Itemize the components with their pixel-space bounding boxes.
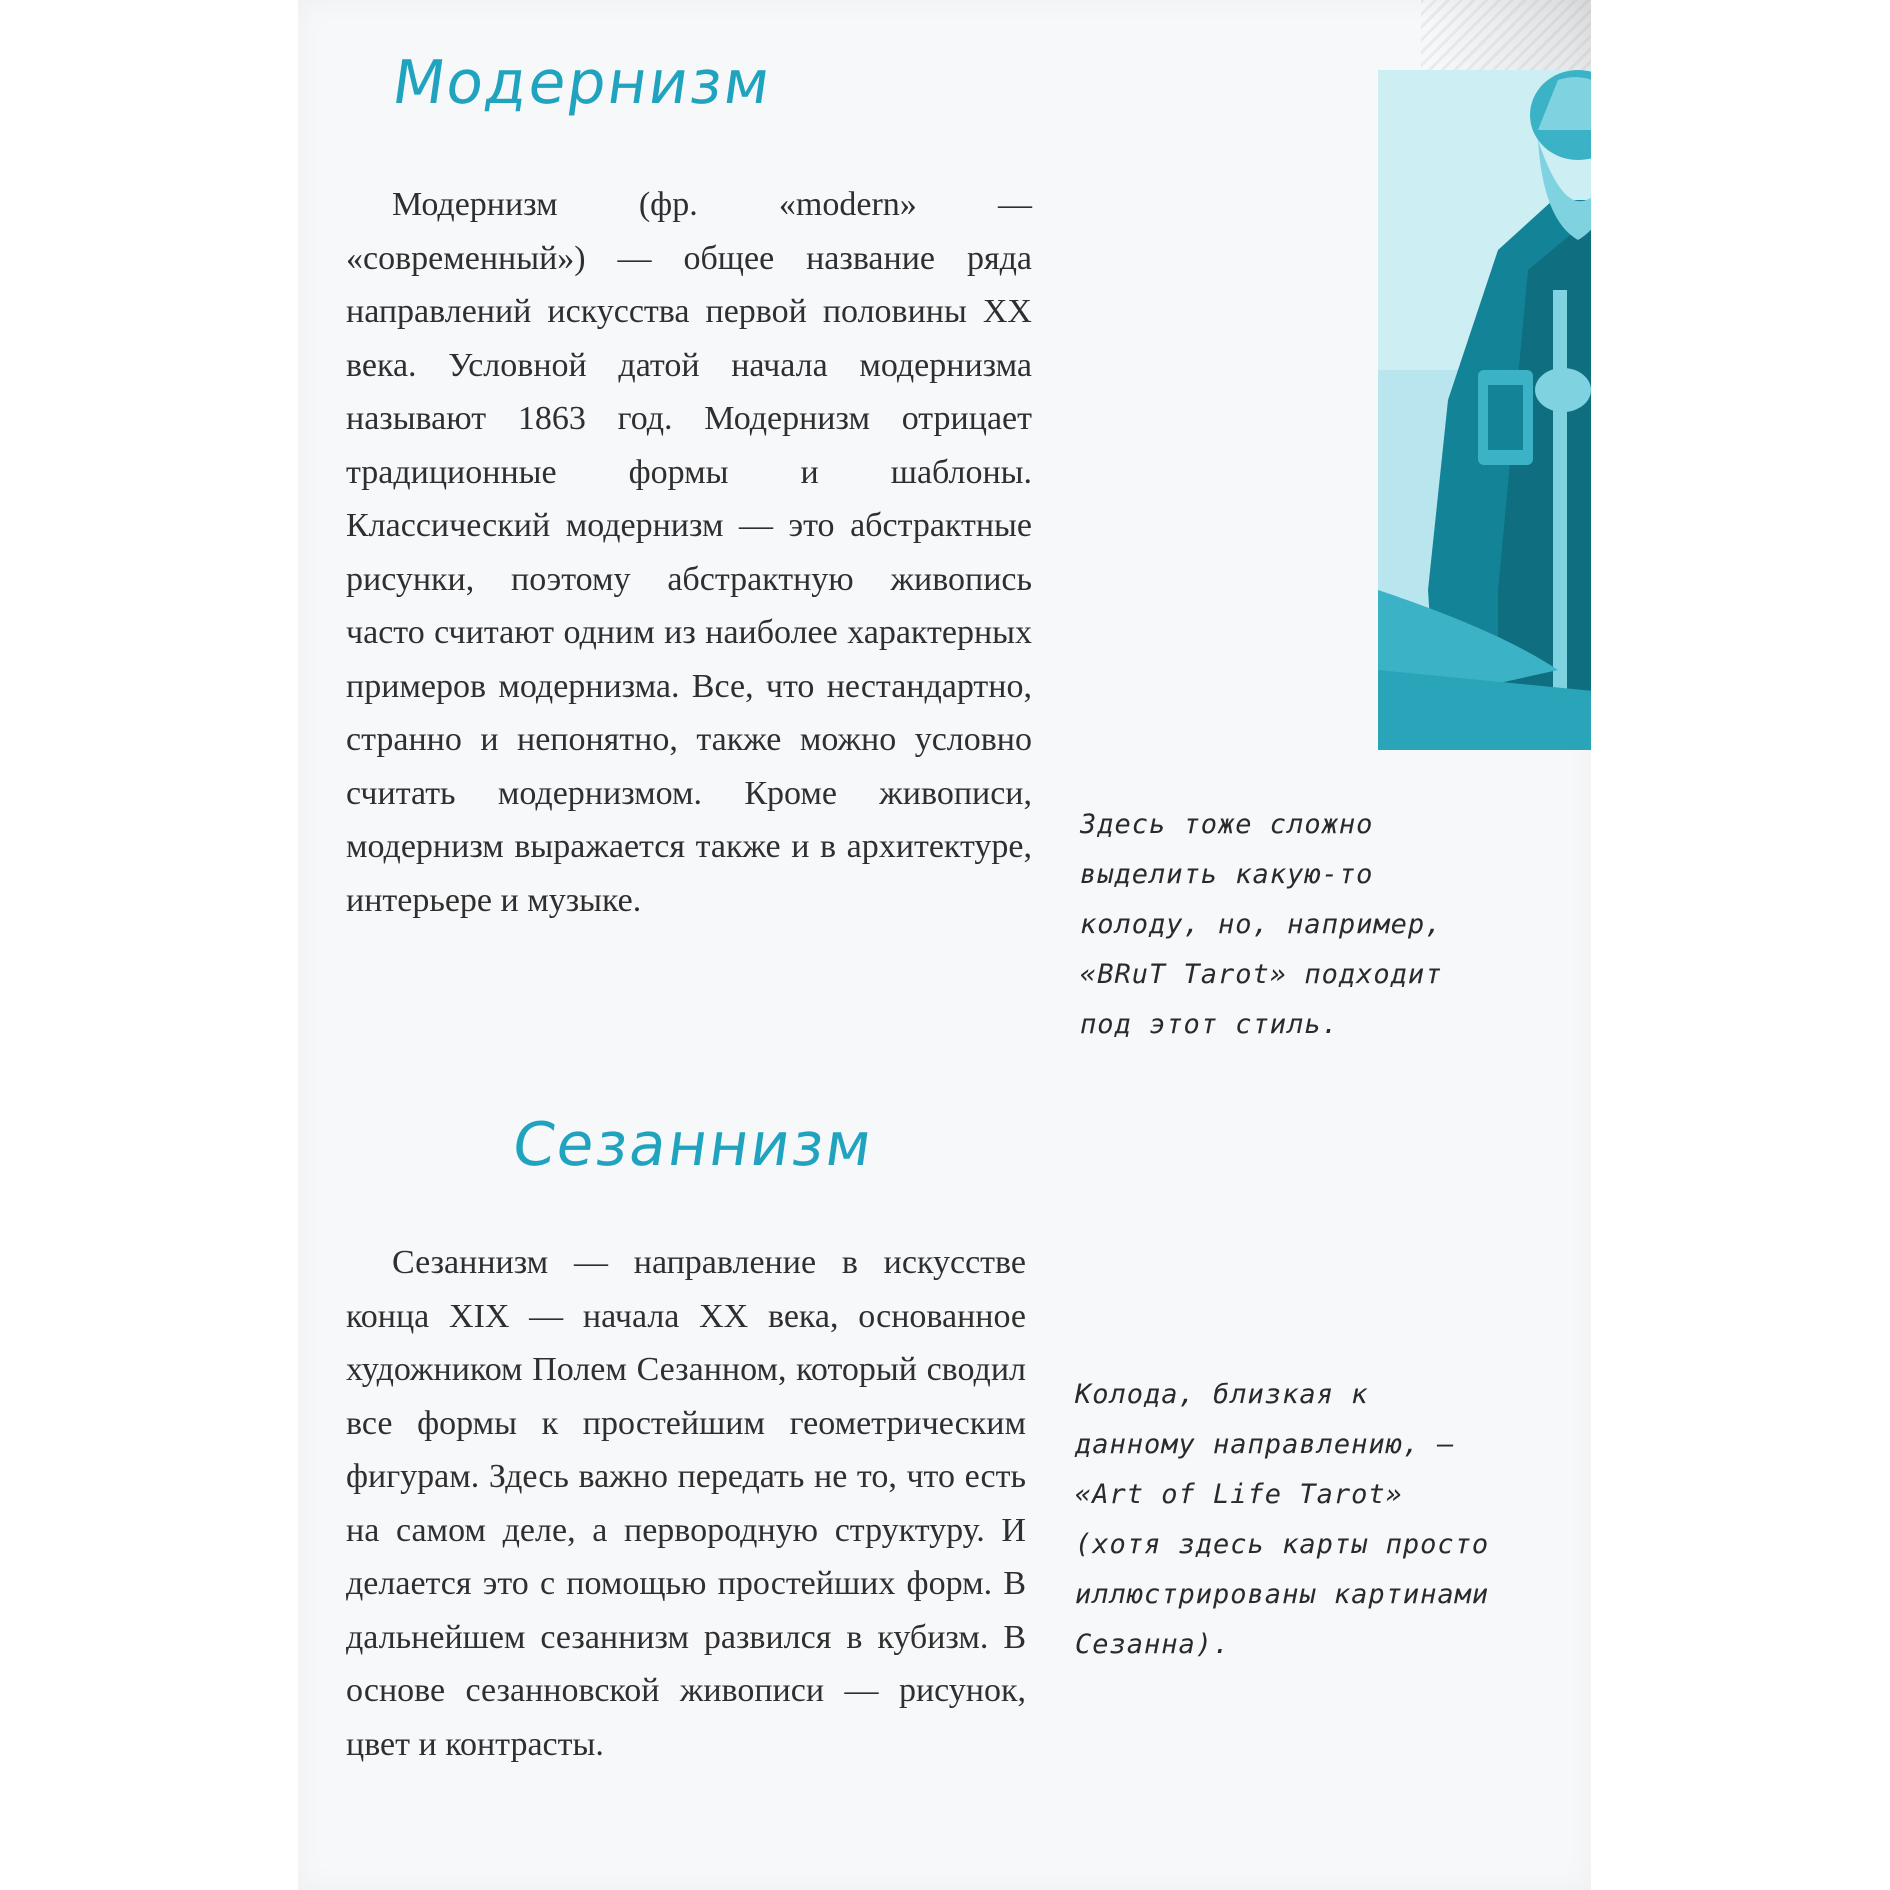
paragraph-modernism [346,178,1032,927]
bearded-elder-with-lantern-illustration [1378,70,1591,750]
book-page [298,0,1591,1890]
paragraph-cezannism [346,1236,1026,1771]
heading-cezannism: Сезаннизм [508,1110,879,1180]
note-modernism: Здесь тоже сложно выделить какую-то колоду, но, например, «BRuT Tarot» подходит под этот стиль. [1080,809,1443,1040]
note-cezannism: Колода, близкая к данному направлению, — «Art of Life Tarot» (хотя здесь карты просто иллюстрированы картинами Сезанна). [1075,1379,1490,1660]
paragraph-modernism-text: Модернизм (фр. «modern» — «современный») — общее название ряда направлений искусства первой половины XX века. Условной датой начала модернизма называют 1863 год. Модернизм отрицает традиционные формы и шаблоны. Классический модернизм — это абстрактные рисунки, поэтому абстрактную живопись часто считают одним из наиболее характерных примеров модернизма. Все, что нестандартно, странно и непонятно, также можно условно считать модернизмом. Кроме живописи, модернизм выражается также и в архитектуре, интерьере и музыке. [346,186,1032,919]
paragraph-cezannism-text: Сезаннизм — направление в искусстве конца XIX — начала XX века, основанное художником Полем Сезанном, который сводил все формы к простейшим геометрическим фигурам. Здесь важно передать не то, что есть на самом деле, а первородную структуру. И делается это с помощью простейших форм. В дальнейшем сезаннизм развился в кубизм. В основе сезанновской живописи — рисунок, цвет и контрасты. [346,1244,1026,1763]
heading-modernism: Модернизм [388,48,777,118]
